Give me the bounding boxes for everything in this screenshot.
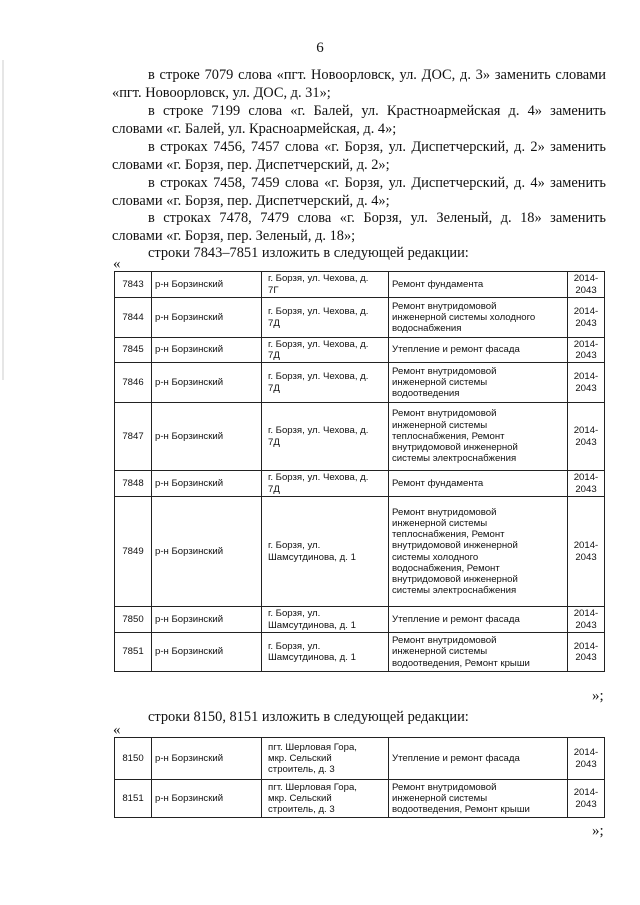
address-cell-line: г. Борзя, ул. bbox=[268, 640, 321, 652]
work-cell-line: водоотведения, Ремонт крыши bbox=[392, 657, 530, 669]
table-row bbox=[115, 738, 605, 780]
years-cell bbox=[568, 497, 605, 607]
years-cell-line: 2014- bbox=[573, 540, 599, 552]
row-number: 7849 bbox=[115, 497, 152, 607]
work-cell bbox=[389, 403, 568, 471]
table-row bbox=[115, 633, 605, 672]
paragraph-2-text: в строке 7199 слова «г. Балей, ул. Крастноармейская д. 4» заменить словами «г. Балей, ул. Красноармейская, д. 4»; bbox=[112, 103, 606, 138]
district-cell: р-н Борзинский bbox=[152, 497, 262, 607]
work-cell-line: инженерной системы bbox=[392, 419, 488, 431]
address-cell-line: 7Д bbox=[268, 436, 280, 448]
paragraph-5-text: в строках 7478, 7479 слова «г. Борзя, ул. Зеленый, д. 18» заменить словами «г. Борзя, пер. Зеленый, д. 18»; bbox=[112, 210, 606, 245]
work-cell-line: инженерной системы bbox=[392, 376, 488, 388]
years-cell-line: 2014- bbox=[573, 273, 599, 285]
district-cell: р-н Борзинский bbox=[152, 738, 262, 780]
district-cell: р-н Борзинский bbox=[152, 607, 262, 633]
address-cell-line: г. Борзя, ул. Чехова, д. bbox=[268, 338, 369, 350]
work-cell bbox=[389, 497, 568, 607]
years-cell bbox=[568, 363, 605, 403]
address-cell-line: г. Борзя, ул. Чехова, д. bbox=[268, 425, 369, 437]
district-cell: р-н Борзинский bbox=[152, 403, 262, 471]
work-cell bbox=[389, 471, 568, 497]
intro-1-text: строки 7843–7851 изложить в следующей редакции: bbox=[148, 245, 469, 261]
work-cell bbox=[389, 633, 568, 672]
work-cell-line: системы электроснабжения bbox=[392, 453, 517, 465]
years-cell-line: 2043 bbox=[575, 652, 597, 663]
address-cell bbox=[262, 497, 389, 607]
years-cell-line: 2043 bbox=[575, 551, 597, 563]
address-cell-line: Шамсутдинова, д. 1 bbox=[268, 619, 356, 631]
work-cell-line: Ремонт внутридомовой bbox=[392, 365, 497, 377]
table-row bbox=[115, 607, 605, 633]
work-cell-line: внутридомовой инженерной bbox=[392, 573, 518, 585]
years-cell-line: 2043 bbox=[575, 619, 597, 631]
address-cell bbox=[262, 738, 389, 780]
open-quote-2: « bbox=[113, 722, 121, 738]
address-cell-line: г. Борзя, ул. bbox=[268, 540, 321, 552]
work-cell-line: Ремонт внутридомовой bbox=[392, 300, 497, 312]
row-number: 7843 bbox=[115, 272, 152, 298]
work-cell-line: инженерной системы bbox=[392, 792, 488, 804]
years-cell-line: 2043 bbox=[575, 798, 597, 810]
years-cell bbox=[568, 272, 605, 298]
intro-2-text: строки 8150, 8151 изложить в следующей редакции: bbox=[148, 709, 469, 725]
address-cell-line: пгт. Шерловая Гора, bbox=[268, 781, 357, 793]
address-cell-line: мкр. Сельский bbox=[268, 752, 332, 764]
paragraph-1 bbox=[112, 66, 606, 102]
table-row bbox=[115, 338, 605, 363]
table-row bbox=[115, 780, 605, 818]
work-cell-line: Утепление и ремонт фасада bbox=[392, 752, 520, 764]
paragraph-2 bbox=[112, 102, 606, 138]
row-number: 7851 bbox=[115, 633, 152, 672]
table-row bbox=[115, 403, 605, 471]
paragraph-4-text: в строках 7458, 7459 слова «г. Борзя, ул. Диспетчерский, д. 4» заменить словами «г. Борзя, пер. Диспетчерский, д. 4»; bbox=[112, 175, 606, 210]
years-cell-line: 2043 bbox=[575, 382, 597, 394]
table-row bbox=[115, 363, 605, 403]
district-cell: р-н Борзинский bbox=[152, 338, 262, 363]
address-cell-line: 7Д bbox=[268, 382, 280, 394]
work-cell-line: системы электроснабжения bbox=[392, 585, 517, 597]
table-row bbox=[115, 497, 605, 607]
address-cell bbox=[262, 607, 389, 633]
work-cell-line: Ремонт внутридомовой bbox=[392, 635, 497, 647]
years-cell-line: 2014- bbox=[573, 371, 599, 383]
years-cell bbox=[568, 633, 605, 672]
work-cell-line: водоснабжения bbox=[392, 323, 462, 335]
address-cell bbox=[262, 363, 389, 403]
work-cell-line: Утепление и ремонт фасада bbox=[392, 613, 520, 625]
paragraph-5 bbox=[112, 209, 606, 245]
work-cell bbox=[389, 272, 568, 298]
address-cell bbox=[262, 403, 389, 471]
work-cell-line: инженерной системы bbox=[392, 646, 488, 658]
row-number: 7847 bbox=[115, 403, 152, 471]
years-cell-line: 2014- bbox=[573, 306, 599, 318]
years-cell-line: 2043 bbox=[575, 483, 597, 495]
table-row bbox=[115, 471, 605, 497]
close-quote-2: »; bbox=[592, 823, 604, 839]
table-row bbox=[115, 272, 605, 298]
address-cell-line: г. Борзя, ул. Чехова, д. bbox=[268, 371, 369, 383]
table-row bbox=[115, 298, 605, 338]
district-cell: р-н Борзинский bbox=[152, 780, 262, 818]
address-cell-line: 7Д bbox=[268, 317, 280, 329]
years-cell-line: 2043 bbox=[575, 317, 597, 329]
district-cell: р-н Борзинский bbox=[152, 298, 262, 338]
work-cell bbox=[389, 338, 568, 363]
row-number: 7845 bbox=[115, 338, 152, 363]
row-number: 7844 bbox=[115, 298, 152, 338]
address-cell-line: Шамсутдинова, д. 1 bbox=[268, 652, 356, 663]
work-cell-line: водоотведения bbox=[392, 388, 460, 400]
work-cell-line: Ремонт внутридомовой bbox=[392, 408, 497, 420]
paragraph-3-text: в строках 7456, 7457 слова «г. Борзя, ул. Диспетчерский, д. 2» заменить словами «г. Борзя, пер. Диспетчерский, д. 2»; bbox=[112, 139, 606, 174]
years-cell-line: 2014- bbox=[573, 747, 599, 759]
work-cell-line: Утепление и ремонт фасада bbox=[392, 344, 520, 356]
paragraph-3 bbox=[112, 138, 606, 174]
years-cell bbox=[568, 780, 605, 818]
work-cell bbox=[389, 607, 568, 633]
work-cell-line: Ремонт внутридомовой bbox=[392, 506, 497, 518]
work-cell-line: Ремонт внутридомовой bbox=[392, 781, 497, 793]
intro-2 bbox=[112, 708, 606, 726]
work-cell bbox=[389, 738, 568, 780]
district-cell: р-н Борзинский bbox=[152, 471, 262, 497]
paragraph-4 bbox=[112, 174, 606, 210]
years-cell-line: 2043 bbox=[575, 758, 597, 770]
work-cell-line: системы холодного bbox=[392, 551, 479, 563]
work-cell-line: инженерной системы холодного bbox=[392, 311, 536, 323]
address-cell bbox=[262, 298, 389, 338]
address-cell-line: строитель, д. 3 bbox=[268, 804, 335, 816]
address-cell-line: 7Г bbox=[268, 284, 279, 296]
work-cell-line: теплоснабжения, Ремонт bbox=[392, 529, 505, 541]
address-cell-line: г. Борзя, ул. bbox=[268, 608, 321, 620]
address-cell bbox=[262, 338, 389, 363]
work-cell-line: внутридомовой инженерной bbox=[392, 442, 518, 454]
address-cell-line: строитель, д. 3 bbox=[268, 764, 335, 776]
years-cell bbox=[568, 738, 605, 780]
intro-1 bbox=[112, 244, 606, 262]
years-cell-line: 2014- bbox=[573, 787, 599, 799]
work-cell-line: теплоснабжения, Ремонт bbox=[392, 430, 505, 442]
years-cell-line: 2014- bbox=[573, 608, 599, 620]
address-cell-line: г. Борзя, ул. Чехова, д. bbox=[268, 273, 369, 285]
work-cell bbox=[389, 780, 568, 818]
address-cell-line: 7Д bbox=[268, 483, 280, 495]
paragraph-1-text: в строке 7079 слова «пгт. Новоорловск, ул. ДОС, д. 3» заменить словами «пгт. Новоорловск, ул. ДОС, д. 31»; bbox=[112, 67, 606, 102]
work-cell-line: инженерной системы bbox=[392, 517, 488, 529]
years-cell-line: 2014- bbox=[573, 472, 599, 484]
years-cell bbox=[568, 338, 605, 363]
open-quote-1: « bbox=[113, 256, 121, 272]
years-cell-line: 2014- bbox=[573, 425, 599, 437]
years-cell-line: 2014- bbox=[573, 338, 599, 350]
years-cell-line: 2043 bbox=[575, 284, 597, 296]
district-cell: р-н Борзинский bbox=[152, 633, 262, 672]
years-cell-line: 2014- bbox=[573, 640, 599, 652]
years-cell bbox=[568, 403, 605, 471]
work-cell bbox=[389, 298, 568, 338]
address-cell-line: г. Борзя, ул. Чехова, д. bbox=[268, 306, 369, 318]
district-cell: р-н Борзинский bbox=[152, 272, 262, 298]
scan-edge-mark bbox=[2, 60, 4, 380]
work-cell bbox=[389, 363, 568, 403]
work-cell-line: водоснабжения, Ремонт bbox=[392, 562, 500, 574]
page-number: 6 bbox=[316, 40, 324, 56]
work-cell-line: водоотведения, Ремонт крыши bbox=[392, 804, 530, 816]
row-number: 7846 bbox=[115, 363, 152, 403]
row-number: 8150 bbox=[115, 738, 152, 780]
row-number: 7850 bbox=[115, 607, 152, 633]
address-cell-line: Шамсутдинова, д. 1 bbox=[268, 551, 356, 563]
years-cell bbox=[568, 298, 605, 338]
address-cell bbox=[262, 272, 389, 298]
address-cell-line: 7Д bbox=[268, 350, 280, 361]
address-cell bbox=[262, 633, 389, 672]
years-cell-line: 2043 bbox=[575, 350, 597, 361]
years-cell bbox=[568, 471, 605, 497]
work-cell-line: Ремонт фундамента bbox=[392, 477, 484, 489]
work-cell-line: внутридомовой инженерной bbox=[392, 540, 518, 552]
address-cell-line: пгт. Шерловая Гора, bbox=[268, 741, 357, 753]
row-number: 7848 bbox=[115, 471, 152, 497]
address-cell bbox=[262, 780, 389, 818]
table-rows-7843-7851 bbox=[114, 271, 605, 672]
address-cell-line: г. Борзя, ул. Чехова, д. bbox=[268, 472, 369, 484]
years-cell-line: 2043 bbox=[575, 436, 597, 448]
row-number: 8151 bbox=[115, 780, 152, 818]
work-cell-line: Ремонт фундамента bbox=[392, 278, 484, 290]
close-quote-1: »; bbox=[592, 688, 604, 704]
address-cell bbox=[262, 471, 389, 497]
address-cell-line: мкр. Сельский bbox=[268, 792, 332, 804]
district-cell: р-н Борзинский bbox=[152, 363, 262, 403]
years-cell bbox=[568, 607, 605, 633]
table-rows-8150-8151 bbox=[114, 737, 605, 818]
